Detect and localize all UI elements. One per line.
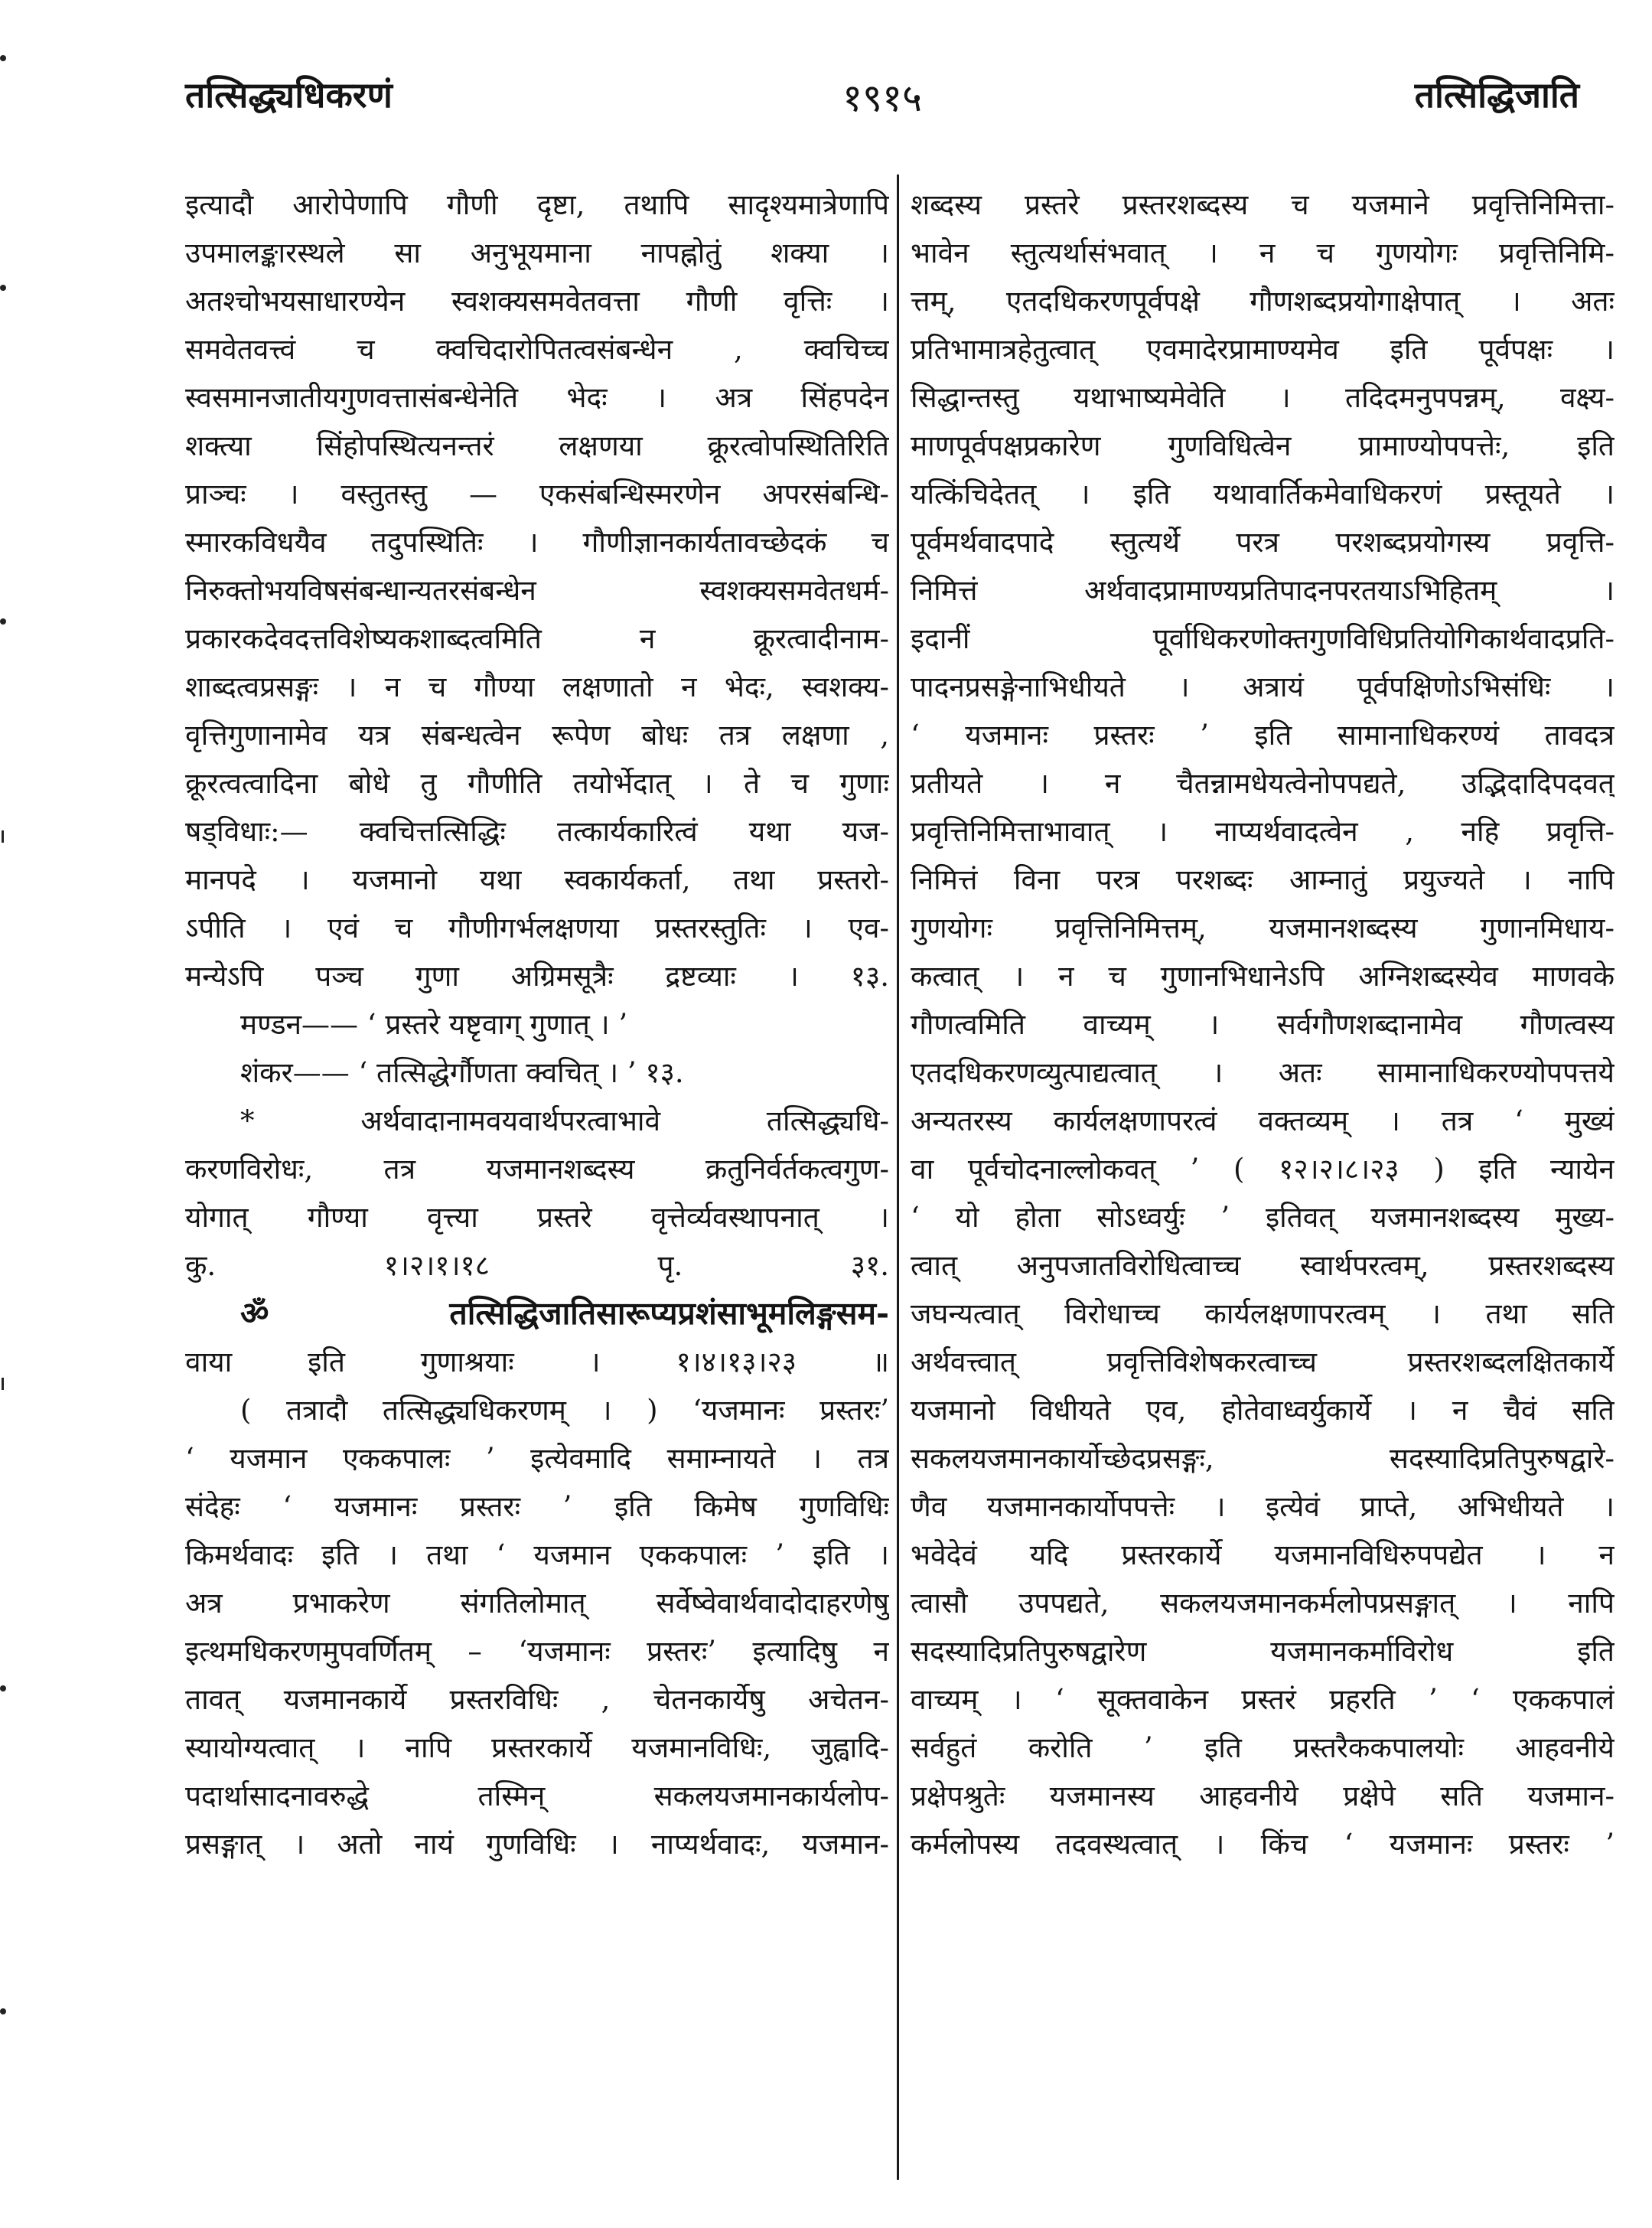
text-line: मानपदे । यजमानो यथा स्वकार्यकर्ता, तथा प्रस्तरो- [185, 863, 889, 896]
text-line: एतदधिकरणव्युत्पाद्यत्वात् । अतः सामानाधिकरण्योपपत्तये [911, 1056, 1615, 1089]
text-line: पूर्वमर्थवादपादे स्तुत्यर्थे परत्र परशब्दप्रयोगस्य प्रवृत्ति- [911, 526, 1615, 559]
margin-mark [0, 285, 6, 291]
text-line: योगात् गौण्या वृत्त्या प्रस्तरे वृत्तेर्व्यवस्थापनात् । [185, 1201, 889, 1234]
text-line: * अर्थवादानामवयवार्थपरत्वाभावे तत्सिद्ध्यधि- [240, 1104, 889, 1137]
text-line: गुणयोगः प्रवृत्तिनिमित्तम्, यजमानशब्दस्य गुणानमिधाय- [911, 912, 1615, 944]
text-line: णैव यजमानकार्योपपत्तेः । इत्येवं प्राप्ते, अभिधीयते । [911, 1490, 1615, 1523]
text-line: कर्मलोपस्य तदवस्थत्वात् । किंच ‘ यजमानः प्रस्तरः ’ [911, 1828, 1615, 1861]
text-line: शाब्दत्वप्रसङ्गः । न च गौण्या लक्षणातो न भेदः, स्वशक्य- [185, 670, 889, 703]
text-line: पादनप्रसङ्गेनाभिधीयते । अत्रायं पूर्वपक्षिणोऽभिसंधिः । [911, 670, 1615, 703]
text-line: ‘ यो होता सोऽध्वर्युः ’ इतिवत् यजमानशब्दस्य मुख्य- [911, 1201, 1615, 1234]
text-line: यजमानो विधीयते एव, होतेवाध्वर्युकार्ये । न चैवं सति [911, 1394, 1615, 1427]
text-line: स्मारकविधयैव तदुपस्थितिः । गौणीज्ञानकार्यतावच्छेदकं च [185, 526, 889, 559]
text-line: इत्यादौ आरोपेणापि गौणी दृष्टा, तथापि सादृश्यमात्रेणापि [185, 188, 889, 221]
text-line: अर्थवत्त्वात् प्रवृत्तिविशेषकरत्वाच्च प्रस्तरशब्दलक्षितकार्ये [911, 1346, 1615, 1378]
text-line: संदेहः ‘ यजमानः प्रस्तरः ’ इति किमेष गुणविधिः [185, 1490, 889, 1523]
text-line: सिद्धान्तस्तु यथाभाष्यमेवेति । तदिदमनुपपन्नम्, वक्ष्य- [911, 381, 1615, 414]
text-line: ‘ यजमान एककपालः ’ इत्येवमादि समाम्नायते । तत्र [185, 1442, 889, 1475]
text-line: स्यायोग्यत्वात् । नापि प्रस्तरकार्ये यजमानविधिः, जुह्वादि- [185, 1731, 889, 1764]
text-line: निमित्तं अर्थवादप्रामाण्यप्रतिपादनपरतयाऽभिहितम् । [911, 574, 1615, 607]
text-line: निमित्तं विना परत्र परशब्दः आम्नातुं प्रयुज्यते । नापि [911, 863, 1615, 896]
text-line: ‘ यजमानः प्रस्तरः ’ इति सामानाधिकरण्यं तावदत्र [911, 719, 1615, 752]
text-line: तावत् यजमानकार्ये प्रस्तरविधिः , चेतनकार्येषु अचेतन- [185, 1683, 889, 1716]
text-line: सदस्यादिप्रतिपुरुषद्वारेण यजमानकर्माविरोध इति [911, 1635, 1615, 1668]
margin-mark [0, 618, 6, 625]
text-line: शंकर—— ‘ तत्सिद्धेर्गौणता क्वचित् । ’ १३. [240, 1056, 684, 1089]
margin-mark [0, 2008, 6, 2014]
text-line: किमर्थवादः इति । तथा ‘ यजमान एककपालः ’ इति । [185, 1538, 889, 1571]
text-line: अन्यतरस्य कार्यलक्षणापरत्वं वक्तव्यम् । तत्र ‘ मुख्यं [911, 1104, 1615, 1137]
text-line: प्राञ्चः । वस्तुतस्तु — एकसंबन्धिस्मरणेन अपरसंबन्धि- [185, 478, 889, 511]
text-line: त्वासौ उपपद्यते, सकलयजमानकर्मलोपप्रसङ्गात् । नापि [911, 1587, 1615, 1620]
text-line: ( तत्रादौ तत्सिद्ध्यधिकरणम् । ) ‘यजमानः प्रस्तरः’ [240, 1394, 889, 1427]
running-head-right: तत्सिद्धिजाति [1414, 74, 1579, 116]
text-line: वाया इति गुणाश्रयाः । १।४।१३।२३ ॥ [185, 1346, 889, 1378]
text-line: जघन्यत्वात् विरोधाच्च कार्यलक्षणापरत्वम् । तथा सति [911, 1297, 1615, 1330]
page-header [185, 70, 1579, 132]
text-line: इदानीं पूर्वाधिकरणोक्तगुणविधिप्रतियोगिकार्थवादप्रति- [911, 622, 1615, 655]
text-line: वृत्तिगुणानामेव यत्र संबन्धत्वेन रूपेण बोधः तत्र लक्षणा , [185, 719, 889, 752]
column-divider [897, 175, 899, 2180]
text-line: ॐ तत्सिद्धिजातिसारूप्यप्रशंसाभूमलिङ्गसम- [240, 1295, 889, 1332]
text-line: क्रूरत्वत्वादिना बोधे तु गौणीति तयोर्भेदात् । ते च गुणाः [185, 767, 889, 800]
text-line: भवेदेवं यदि प्रस्तरकार्ये यजमानविधिरुपपद्येत । न [911, 1538, 1615, 1571]
text-line: यत्किंचिदेतत् । इति यथावार्तिकमेवाधिकरणं प्रस्तूयते । [911, 478, 1615, 511]
text-line: उपमालङ्कारस्थले सा अनुभूयमाना नापह्नोतुं शक्या । [185, 237, 889, 269]
text-line: प्रकारकदेवदत्तविशेष्यकशाब्दत्वमिति न क्रूरत्वादीनाम- [185, 622, 889, 655]
margin-mark [2, 1378, 4, 1390]
text-line: प्रवृत्तिनिमित्ताभावात् । नाप्यर्थवादत्वेन , नहि प्रवृत्ति- [911, 815, 1615, 848]
text-line: प्रतिभामात्रहेतुत्वात् एवमादेरप्रामाण्यमेव इति पूर्वपक्षः । [911, 333, 1615, 366]
text-line: ऽपीति । एवं च गौणीगर्भलक्षणया प्रस्तरस्तुतिः । एव- [185, 912, 889, 944]
text-line: त्वात् अनुपजातविरोधित्वाच्च स्वार्थपरत्वम्, प्रस्तरशब्दस्य [911, 1249, 1615, 1282]
right-text-column [911, 181, 1615, 1868]
running-head-left: तत्सिद्ध्यधिकरणं [185, 74, 393, 116]
text-line: प्रक्षेपश्रुतेः यजमानस्य आहवनीये प्रक्षेपे सति यजमान- [911, 1779, 1615, 1812]
text-line: सर्वहुतं करोति ’ इति प्रस्तरैककपालयोः आहवनीये [911, 1731, 1615, 1764]
text-line: वा पूर्वचोदनाल्लोकवत् ’ ( १२।२।८।२३ ) इति न्यायेन [911, 1153, 1615, 1186]
text-line: स्वसमानजातीयगुणवत्तासंबन्धेनेति भेदः । अत्र सिंहपदेन [185, 381, 889, 414]
text-line: समवेतवत्त्वं च क्वचिदारोपितत्वसंबन्धेन , क्वचिच्च [185, 333, 889, 366]
text-line: वाच्यम् । ‘ सूक्तवाकेन प्रस्तरं प्रहरति ’ ‘ एककपालं [911, 1683, 1615, 1716]
text-line: शब्दस्य प्रस्तरे प्रस्तरशब्दस्य च यजमाने प्रवृत्तिनिमित्ता- [911, 188, 1615, 221]
text-line: षड्विधाः:— क्वचित्तत्सिद्धिः तत्कार्यकारित्वं यथा यज- [185, 815, 889, 848]
text-line: सकलयजमानकार्योच्छेदप्रसङ्गः, सदस्यादिप्रतिपुरुषद्वारे- [911, 1442, 1615, 1475]
text-line: प्रसङ्गात् । अतो नायं गुणविधिः । नाप्यर्थवादः, यजमान- [185, 1828, 889, 1861]
margin-mark [0, 1685, 6, 1691]
text-line: मण्डन—— ‘ प्रस्तरे यष्टृवाग् गुणात् । ’ [240, 1008, 628, 1041]
text-line: शक्त्या सिंहोपस्थित्यनन्तरं लक्षणया क्रूरत्वोपस्थितिरिति [185, 429, 889, 462]
text-line: अतश्चोभयसाधारण्येन स्वशक्यसमवेतवत्ता गौणी वृत्तिः । [185, 285, 889, 318]
text-line: कत्वात् । न च गुणानभिधानेऽपि अग्निशब्दस्येव माणवके [911, 960, 1615, 993]
text-line: इत्थमधिकरणमुपवर्णितम् – ‘यजमानः प्रस्तरः’ इत्यादिषु न [185, 1635, 889, 1668]
text-line: निरुक्तोभयविषसंबन्धान्यतरसंबन्धेन स्वशक्यसमवेतधर्म- [185, 574, 889, 607]
text-line: प्रतीयते । न चैतन्नामधेयत्वेनोपपद्यते, उद्भिदादिपदवत् [911, 767, 1615, 800]
page-number: १९१५ [842, 76, 922, 120]
text-line: माणपूर्वपक्षप्रकारेण गुणविधित्वेन प्रामाण्योपपत्तेः, इति [911, 429, 1615, 462]
left-text-column [185, 181, 889, 1868]
text-line: मन्येऽपि पञ्च गुणा अग्रिमसूत्रैः द्रष्टव्याः । १३. [185, 960, 889, 993]
text-line: पदार्थासादनावरुद्धे तस्मिन् सकलयजमानकार्यलोप- [185, 1779, 889, 1812]
text-line: भावेन स्तुत्यर्थासंभवात् । न च गुणयोगः प्रवृत्तिनिमि- [911, 237, 1615, 269]
margin-mark [2, 830, 4, 843]
text-line: गौणत्वमिति वाच्यम् । सर्वगौणशब्दानामेव गौणत्वस्य [911, 1008, 1615, 1041]
text-line: अत्र प्रभाकरेण संगतिलोमात् सर्वेष्वेवार्थवादोदाहरणेषु [185, 1587, 889, 1620]
text-line: त्तम्, एतदधिकरणपूर्वपक्षे गौणशब्दप्रयोगाक्षेपात् । अतः [911, 285, 1615, 318]
text-line: करणविरोधः, तत्र यजमानशब्दस्य क्रतुनिर्वर्तकत्वगुण- [185, 1153, 889, 1186]
margin-mark [0, 55, 6, 61]
text-line: कु. १।२।१।१८ पृ. ३१. [185, 1249, 889, 1282]
